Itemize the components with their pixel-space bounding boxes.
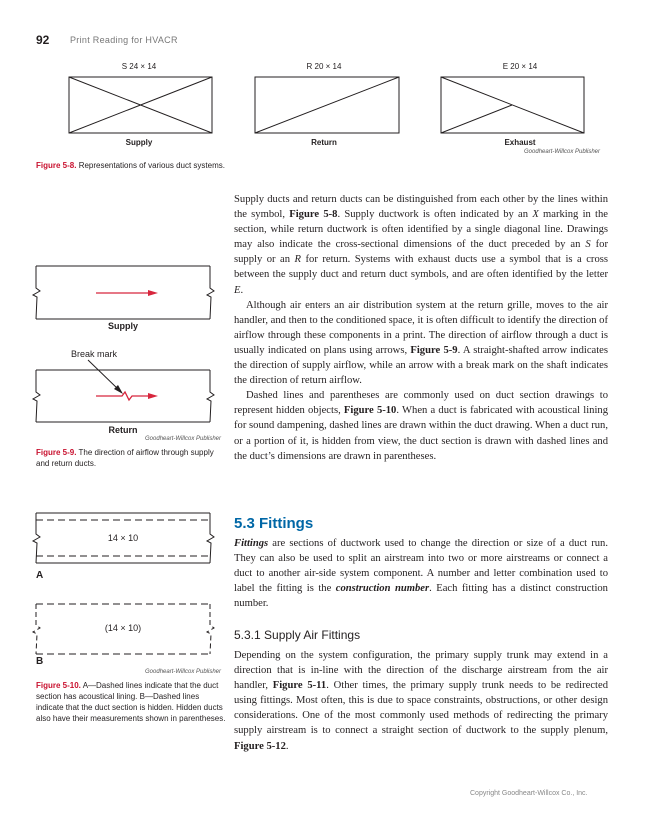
exhaust-duct-symbol xyxy=(441,77,584,133)
figure-5-10-b-dimension: (14 × 10) xyxy=(104,623,142,633)
section-5-3-1-text xyxy=(234,648,608,754)
figure-5-9-caption-text: The direction of airflow through supply and return ducts. xyxy=(36,448,214,468)
figure-5-9-airflow-drawing xyxy=(0,250,230,440)
figure-5-10-a-dimension: 14 × 10 xyxy=(107,533,139,543)
figure-5-10-caption-text: A—Dashed lines indicate that the duct section has acoustical lining. B—Dashed lines indicate that the duct section is hidden. Hidden ducts also have their measurements shown in parentheses. xyxy=(36,681,226,723)
exhaust-size-label: E 20 × 14 xyxy=(502,62,538,71)
figure-5-9-break-mark-label: Break mark xyxy=(71,349,118,359)
figure-5-10-caption xyxy=(36,680,226,724)
running-head: Print Reading for HVACR xyxy=(70,35,178,45)
figure-5-9-caption xyxy=(36,447,226,469)
return-size-label: R 20 × 14 xyxy=(306,62,342,71)
body-text xyxy=(234,192,608,464)
figure-5-8-caption xyxy=(36,160,436,171)
return-airflow-arrow xyxy=(96,392,158,400)
paragraph-supply-air-fittings: Depending on the system configuration, the primary supply trunk may extend in a direction that is in-line with the direction of the discharge airstream from the air handler, Figure 5-11. Other times, the primary supply trunk needs to be redirected using fittings. Most often, this is due to space constraints, obstructions, or other design considerations. One of the most commonly used methods of redirecting the primary supply airstream is to connect a straight section of ductwork to the supply plenum, Figure 5-12. xyxy=(234,650,608,752)
figure-5-10-a-label: A xyxy=(36,570,44,581)
figure-5-8-caption-number: Figure 5-8. xyxy=(36,161,77,170)
figure-5-9-supply-label: Supply xyxy=(107,321,138,331)
figure-5-12-ref: Figure 5-12 xyxy=(234,740,286,752)
figure-5-8-caption-text: Representations of various duct systems. xyxy=(78,161,225,170)
figure-5-10-duct-drawing xyxy=(0,500,230,670)
figure-5-10-b-label: B xyxy=(36,656,44,667)
paragraph-duct-symbols: Supply ducts and return ducts can be distinguished from each other by the lines within the symbol, Figure 5-8. Supply ductwork is often indicated by an X marking in the section, while return ductwork is often identified by a single diagonal line. Drawings may also indicate the cross-sectional dimensions of the duct preceded by an S for supply or an R for return. Systems with exhaust ducts use a symbol that is a cross between the supply duct and return duct symbols, and are often identified by the letter E. xyxy=(234,194,608,296)
figure-5-10-ref: Figure 5-10 xyxy=(343,405,397,417)
section-5-3-1-heading: 5.3.1 Supply Air Fittings xyxy=(234,628,361,642)
section-5-3-heading: 5.3 Fittings xyxy=(234,515,314,532)
break-mark-leader xyxy=(88,360,123,394)
figure-5-9-return-label: Return xyxy=(108,425,138,435)
figure-5-10-credit: Goodheart-Willcox Publisher xyxy=(145,669,221,675)
figure-5-8-credit: Goodheart-Willcox Publisher xyxy=(524,149,600,155)
term-fittings: Fittings xyxy=(234,538,269,549)
paragraph-airflow-direction: Although air enters an air distribution system at the return grille, moves to the air handler, and then to the conditioned space, it is often difficult to identify the direction of airflow through these components in a print. The direction of airflow through a duct is usually indicated on plans using arrows, Figure 5-9. A straight-shafted arrow indicates the direction of supply airflow, while an arrow with a break mark on the shaft indicates the direction of return airflow. xyxy=(234,299,608,387)
return-duct-symbol xyxy=(255,77,399,133)
term-construction-number: construction number xyxy=(335,583,430,595)
figure-5-9-ref: Figure 5-9 xyxy=(410,344,458,356)
copyright-notice: Copyright Goodheart-Willcox Co., Inc. xyxy=(470,790,588,797)
figure-5-9-credit: Goodheart-Willcox Publisher xyxy=(145,436,221,442)
figure-5-9-caption-number: Figure 5-9. xyxy=(36,448,77,457)
paragraph-fittings: Fittings are sections of ductwork used to change the direction or size of a duct run. They can also be used to split an airstream into two or more airstreams or connect a duct to another air-side system component. A number and letter combination used to label the fitting is the construction number. Each fitting has a distinct construction number. xyxy=(234,538,608,610)
supply-size-label: S 24 × 14 xyxy=(121,62,157,71)
figure-5-11-ref: Figure 5-11 xyxy=(272,680,327,692)
supply-airflow-arrow xyxy=(96,290,158,296)
supply-duct-symbol xyxy=(69,77,212,133)
figure-5-10-caption-number: Figure 5-10. xyxy=(36,681,81,690)
page-number: 92 xyxy=(36,33,50,47)
supply-label: Supply xyxy=(125,138,153,147)
paragraph-hidden-objects: Dashed lines and parentheses are commonly used on duct section drawings to represent hidden objects, Figure 5-10. When a duct is fabricated with acoustical lining for sound dampening, dashed lines are drawn within the duct drawing. When a duct run, or a portion of it, is hidden from view, the duct section is drawn with dashed lines and the duct’s dimensions are drawn in parentheses. xyxy=(234,390,608,462)
figure-5-8-ref: Figure 5-8 xyxy=(289,209,338,221)
return-duct-section xyxy=(33,370,214,422)
return-label: Return xyxy=(311,138,337,147)
exhaust-label: Exhaust xyxy=(504,138,536,147)
section-5-3-text xyxy=(234,536,608,611)
